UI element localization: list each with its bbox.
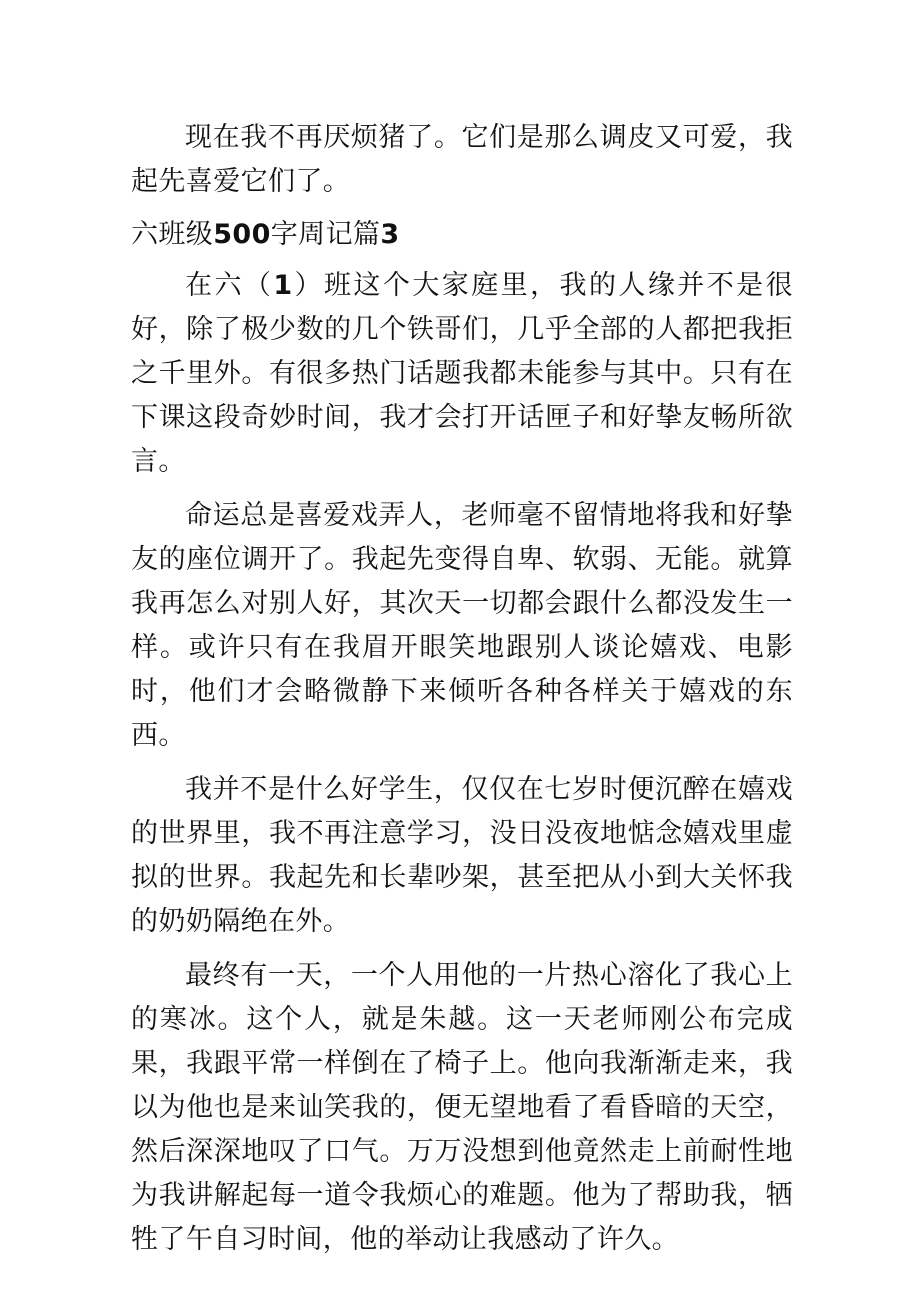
paragraph-1-before: 在六（ — [185, 270, 274, 301]
body-paragraph-2: 命运总是喜爱戏弄人，老师毫不留情地将我和好挚友的座位调开了。我起先变得自卑、软弱、无能。就算我再怎么对别人好，其次天一切都会跟什么都没发生一样。或许只有在我眉开眼笑地跟别人谈论嬉戏、电影时，他们才会略微静下来倾听各种各样关于嬉戏的东西。 — [131, 500, 793, 751]
heading-middle: 字周记篇 — [270, 219, 381, 250]
heading-number: 500 — [213, 219, 271, 250]
paragraph-1-class-number: 1 — [273, 270, 293, 301]
body-paragraph-3: 我并不是什么好学生，仅仅在七岁时便沉醉在嬉戏的世界里，我不再注意学习，没日没夜地惦念嬉戏里虚拟的世界。我起先和长辈吵架，甚至把从小到大关怀我的奶奶隔绝在外。 — [131, 774, 793, 937]
section-heading — [131, 213, 793, 257]
body-paragraph-1 — [131, 264, 793, 484]
heading-index: 3 — [380, 219, 400, 250]
heading-prefix: 六班级 — [131, 219, 214, 250]
intro-paragraph: 现在我不再厌烦猪了。它们是那么调皮又可爱，我起先喜爱它们了。 — [131, 122, 793, 197]
body-paragraph-4: 最终有一天，一个人用他的一片热心溶化了我心上的寒冰。这个人，就是朱越。这一天老师刚公布完成果，我跟平常一样倒在了椅子上。他向我渐渐走来，我以为他也是来讪笑我的，便无望地看了看昏暗的天空，然后深深地叹了口气。万万没想到他竟然走上前耐性地为我讲解起每一道令我烦心的难题。他为了帮助我，牺牲了午自习时间，他的举动让我感动了许久。 — [131, 960, 793, 1255]
document-body — [131, 116, 793, 1272]
paragraph-1-after: ）班这个大家庭里，我的人缘并不是很好，除了极少数的几个铁哥们，几乎全部的人都把我拒之千里外。有很多热门话题我都未能参与其中。只有在下课这段奇妙时间，我才会打开话匣子和好挚友畅所欲言。 — [131, 270, 793, 477]
